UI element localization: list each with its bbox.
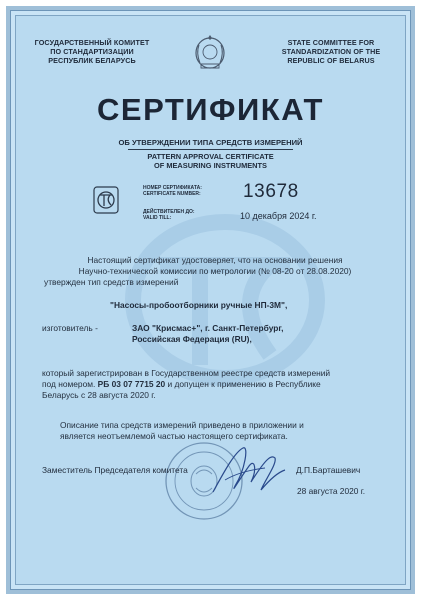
manufacturer-line: Российская Федерация (RU), <box>132 334 252 344</box>
label-en: CERTIFICATE NUMBER: <box>143 191 201 197</box>
header-left-line: РЕСПУБЛИК БЕЛАРУСЬ <box>48 56 136 65</box>
paragraph-line: является неотъемлемой частью настоящего сертификата. <box>60 431 288 441</box>
manufacturer-line: ЗАО "Крисмас+", г. Санкт-Петербург, <box>132 323 284 333</box>
registration-paragraph <box>42 368 382 401</box>
label-ru: НОМЕР СЕРТИФИКАТА: <box>143 185 202 191</box>
subtitle-ru: ОБ УТВЕРЖДЕНИИ ТИПА СРЕДСТВ ИЗМЕРЕНИЙ <box>118 138 303 147</box>
paragraph-line: утвержден тип средств измерений <box>44 277 179 287</box>
header-left-line: ПО СТАНДАРТИЗАЦИИ <box>50 47 134 56</box>
product-name: "Насосы-пробоотборники ручные НП-3М", <box>110 300 288 310</box>
divider <box>128 149 293 150</box>
handwritten-signature-icon <box>205 440 290 508</box>
header-right <box>256 38 406 65</box>
valid-until-date: 10 декабря 2024 г. <box>240 211 317 221</box>
standards-logo-icon <box>93 186 119 214</box>
subtitle-en <box>0 152 421 170</box>
document-title: СЕРТИФИКАТ <box>97 92 324 127</box>
signatory-title: Заместитель Председателя комитета <box>42 465 188 475</box>
registry-text: под номером <box>42 379 93 389</box>
signatory-name: Д.П.Барташевич <box>296 465 361 475</box>
manufacturer-name <box>132 323 283 345</box>
header-right-line: STATE COMMITTEE FOR <box>287 38 375 47</box>
manufacturer-label: изготовитель - <box>42 323 98 333</box>
label-ru: ДЕЙСТВИТЕЛЕН ДО: <box>143 209 195 215</box>
registry-text: и допущен к применению в Республике <box>167 379 321 389</box>
certificate-number: 13678 <box>243 181 299 202</box>
paragraph-line: который зарегистрирован в Государственном реестре средств измерений <box>42 368 331 378</box>
label-en: VALID TILL: <box>143 215 172 221</box>
paragraph-line: Научно-технической комиссии по метрологии (№ 08-20 от 28.08.2020) <box>78 266 352 276</box>
subtitle-en-line: PATTERN APPROVAL CERTIFICATE <box>147 152 274 161</box>
state-emblem-icon <box>193 33 227 71</box>
header-right-line: REPUBLIC OF BELARUS <box>287 56 375 65</box>
certificate-number-label <box>143 185 238 197</box>
valid-until-label <box>143 209 238 221</box>
signature-date: 28 августа 2020 г. <box>297 486 366 496</box>
certification-paragraph <box>40 255 390 288</box>
paragraph-line: Описание типа средств измерений приведено в приложении и <box>60 420 304 430</box>
header-left <box>17 38 167 65</box>
paragraph-line: Беларусь с 28 августа 2020 г. <box>42 390 156 400</box>
paragraph-line: под номером. РБ 03 07 7715 20 и допущен к применению в Республике <box>42 379 321 389</box>
paragraph-line: Настоящий сертификат удостоверяет, что на основании решения <box>87 255 343 265</box>
header-left-line: ГОСУДАРСТВЕННЫЙ КОМИТЕТ <box>34 38 150 47</box>
description-paragraph <box>60 420 380 442</box>
registry-number: РБ 03 07 7715 20 <box>97 379 166 389</box>
subtitle-en-line: OF MEASURING INSTRUMENTS <box>154 161 267 170</box>
header-right-line: STANDARDIZATION OF THE <box>281 47 381 56</box>
